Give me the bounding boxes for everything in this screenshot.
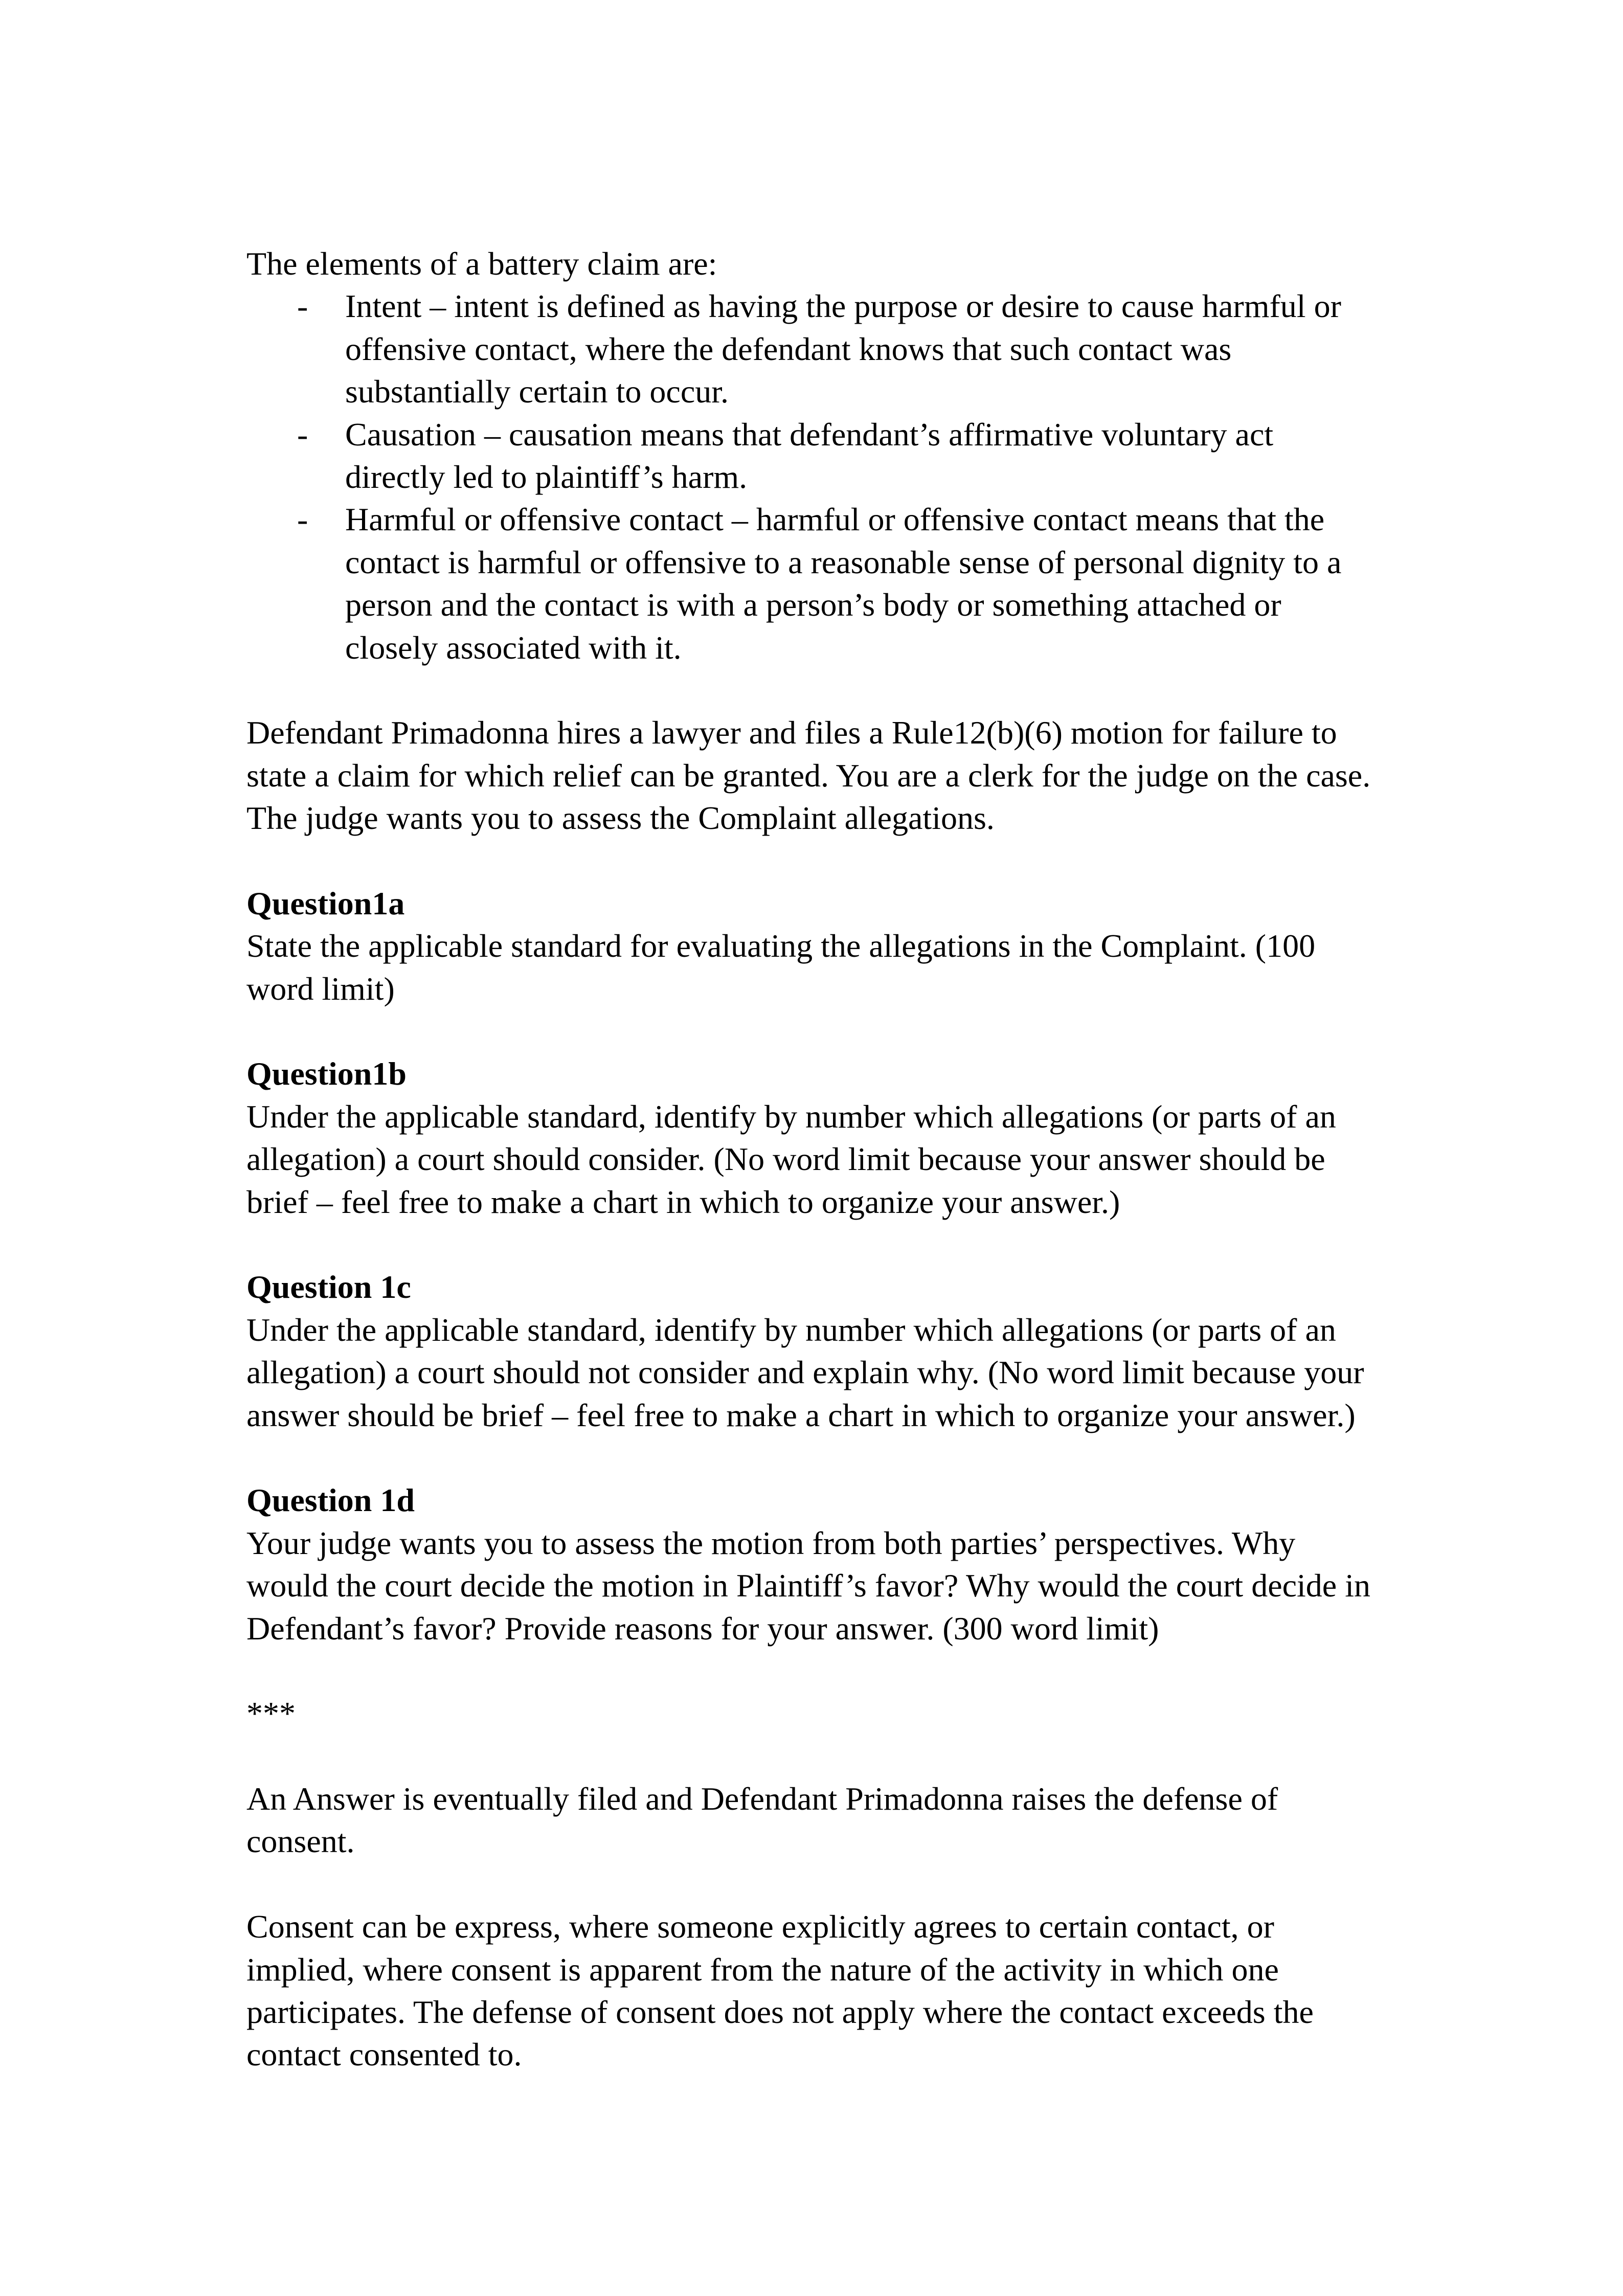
question-1a <box>246 882 1474 1010</box>
element-line: person and the contact is with a person’s body or something attached or <box>345 587 1281 623</box>
paragraph-line: participates. The defense of consent does not apply where the contact exceeds the <box>246 1994 1314 2031</box>
element-item-causation <box>246 413 1474 499</box>
paragraph-line: implied, where consent is apparent from the nature of the activity in which one <box>246 1951 1279 1988</box>
question-1c <box>246 1266 1474 1436</box>
element-line: Intent – intent is defined as having the purpose or desire to cause harmful or <box>345 288 1341 325</box>
intro-line: The elements of a battery claim are: <box>246 245 717 282</box>
bullet-marker: - <box>297 416 308 453</box>
element-line: directly led to plaintiff’s harm. <box>345 458 748 495</box>
question-1b <box>246 1052 1474 1223</box>
document-body <box>246 242 1474 2076</box>
element-line: offensive contact, where the defendant knows that such contact was <box>345 330 1232 367</box>
battery-elements-list <box>246 285 1474 669</box>
question-heading: Question1a <box>246 885 405 921</box>
bullet-marker: - <box>297 288 308 325</box>
element-text <box>246 285 1474 413</box>
paragraph-line: state a claim for which relief can be granted. You are a clerk for the judge on the case. <box>246 757 1371 794</box>
paragraph-line: The judge wants you to assess the Complaint allegations. <box>246 800 995 837</box>
question-heading: Question 1d <box>246 1482 415 1519</box>
element-line: closely associated with it. <box>345 629 682 666</box>
element-text <box>246 413 1474 499</box>
answer-paragraph <box>246 1777 1474 1863</box>
element-line: substantially certain to occur. <box>345 373 729 410</box>
question-line: answer should be brief – feel free to make a chart in which to organize your answer.) <box>246 1397 1356 1433</box>
question-1d <box>246 1479 1474 1650</box>
element-item-intent <box>246 285 1474 413</box>
paragraph-line: contact consented to. <box>246 2036 522 2073</box>
paragraph-line: consent. <box>246 1823 355 1860</box>
element-line: contact is harmful or offensive to a reasonable sense of personal dignity to a <box>345 544 1342 580</box>
paragraph-line: Defendant Primadonna hires a lawyer and files a Rule12(b)(6) motion for failure to <box>246 714 1337 751</box>
element-item-harmful-contact <box>246 498 1474 669</box>
question-heading: Question1b <box>246 1055 407 1092</box>
question-line: brief – feel free to make a chart in which to organize your answer.) <box>246 1183 1120 1220</box>
question-line: would the court decide the motion in Plaintiff’s favor? Why would the court decide in <box>246 1567 1370 1604</box>
question-line: State the applicable standard for evaluating the allegations in the Complaint. (100 <box>246 928 1316 964</box>
paragraph-line: An Answer is eventually filed and Defendant Primadonna raises the defense of <box>246 1781 1278 1817</box>
section-separator: *** <box>246 1695 296 1732</box>
element-line: Harmful or offensive contact – harmful or offensive contact means that the <box>345 501 1325 538</box>
question-heading: Question 1c <box>246 1269 411 1305</box>
question-line: word limit) <box>246 970 395 1007</box>
question-line: allegation) a court should consider. (No word limit because your answer should be <box>246 1141 1325 1178</box>
question-line: Under the applicable standard, identify by number which allegations (or parts of an <box>246 1311 1336 1348</box>
question-line: allegation) a court should not consider and explain why. (No word limit because your <box>246 1354 1364 1391</box>
element-line: Causation – causation means that defendant’s affirmative voluntary act <box>345 416 1274 453</box>
bullet-marker: - <box>297 501 308 538</box>
paragraph-line: Consent can be express, where someone explicitly agrees to certain contact, or <box>246 1908 1274 1945</box>
question-line: Defendant’s favor? Provide reasons for your answer. (300 word limit) <box>246 1610 1159 1647</box>
element-text <box>246 498 1474 669</box>
question-line: Under the applicable standard, identify by number which allegations (or parts of an <box>246 1098 1336 1135</box>
consent-paragraph <box>246 1905 1474 2076</box>
motion-paragraph <box>246 711 1474 839</box>
question-line: Your judge wants you to assess the motion from both parties’ perspectives. Why <box>246 1524 1296 1561</box>
